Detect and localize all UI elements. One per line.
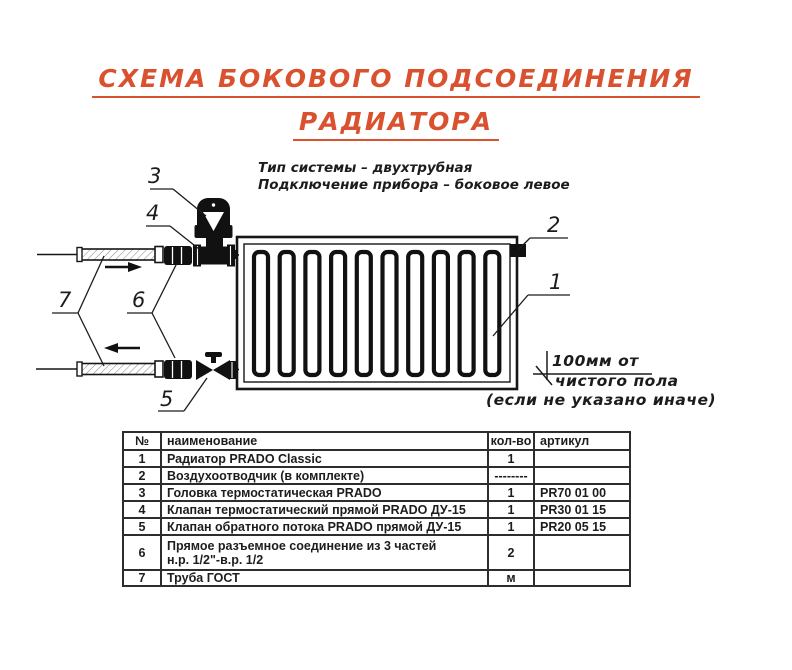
callout-5: 5	[160, 387, 174, 411]
cell-qty: м	[488, 570, 534, 586]
callout-2: 2	[547, 213, 561, 237]
cell-art	[534, 467, 630, 484]
cell-qty: 1	[488, 518, 534, 535]
cell-num: 7	[123, 570, 161, 586]
system-type-note: Тип системы – двухтрубная	[258, 160, 473, 176]
cell-qty: 1	[488, 501, 534, 518]
callout-4: 4	[146, 201, 160, 225]
flow-arrow-right	[105, 262, 142, 272]
table-row	[123, 484, 630, 501]
cell-name	[161, 535, 488, 570]
parts-table	[122, 431, 631, 587]
radiator	[231, 237, 526, 389]
title-line-1: СХЕМА БОКОВОГО ПОДСОЕДИНЕНИЯ	[92, 64, 699, 98]
header-art: артикул	[534, 432, 630, 450]
cell-num: 4	[123, 501, 161, 518]
return-pipe-assembly	[36, 343, 239, 380]
header-qty: кол-во	[488, 432, 534, 450]
union-coupling-top	[164, 246, 192, 265]
cell-qty: 2	[488, 535, 534, 570]
cell-art: PR70 01 00	[534, 484, 630, 501]
table-row	[123, 518, 630, 535]
connection-note: Подключение прибора – боковое левое	[258, 176, 570, 193]
cell-art: PR30 01 15	[534, 501, 630, 518]
table-row	[123, 450, 630, 467]
cell-art	[534, 535, 630, 570]
table-row	[123, 501, 630, 518]
cell-name: Радиатор PRADO Classic	[161, 450, 488, 467]
callout-1: 1	[549, 270, 563, 294]
table-row	[123, 535, 630, 570]
cell-num: 5	[123, 518, 161, 535]
callout-7: 7	[58, 288, 72, 312]
page-title	[0, 64, 792, 141]
cell-num: 6	[123, 535, 161, 570]
dimension-line-3: (если не указано иначе)	[486, 391, 717, 409]
return-pipe	[80, 364, 158, 375]
header-name: наименование	[161, 432, 488, 450]
table-row	[123, 570, 630, 586]
flow-arrow-left	[104, 343, 140, 353]
callout-3: 3	[148, 164, 162, 188]
cell-name: Клапан обратного потока PRADO прямой ДУ-15	[161, 518, 488, 535]
cell-qty: 1	[488, 484, 534, 501]
cell-art	[534, 570, 630, 586]
thermostatic-valve	[193, 233, 235, 267]
cell-qty: --------	[488, 467, 534, 484]
thermostatic-head	[195, 198, 233, 238]
system-notes	[258, 160, 570, 193]
cell-art	[534, 450, 630, 467]
cell-name-line1: Прямое разъемное соединение из 3 частей	[167, 538, 437, 553]
return-flow-valve	[196, 352, 236, 380]
supply-pipe-assembly	[37, 198, 239, 272]
header-num: №	[123, 432, 161, 450]
cell-num: 3	[123, 484, 161, 501]
cell-name-line2: н.р. 1/2"-в.р. 1/2	[167, 552, 264, 567]
air-vent	[510, 244, 526, 257]
supply-pipe	[80, 249, 158, 260]
parts-table-wrap	[122, 431, 631, 587]
cell-name: Труба ГОСТ	[161, 570, 488, 586]
dimension-line-2: чистого пола	[555, 372, 679, 390]
cell-name: Воздухоотводчик (в комплекте)	[161, 467, 488, 484]
leader-4	[146, 226, 199, 249]
callout-6: 6	[132, 288, 146, 312]
title-line-2: РАДИАТОРА	[293, 107, 499, 141]
cell-num: 1	[123, 450, 161, 467]
cell-art: PR20 05 15	[534, 518, 630, 535]
table-row	[123, 467, 630, 484]
union-coupling-bottom	[164, 360, 192, 379]
dimension-line-1: 100мм от	[552, 352, 639, 370]
table-header-row	[123, 432, 630, 450]
cell-num: 2	[123, 467, 161, 484]
leader-2	[519, 238, 568, 249]
cell-qty: 1	[488, 450, 534, 467]
cell-name: Клапан термостатический прямой PRADO ДУ-15	[161, 501, 488, 518]
cell-name: Головка термостатическая PRADO	[161, 484, 488, 501]
